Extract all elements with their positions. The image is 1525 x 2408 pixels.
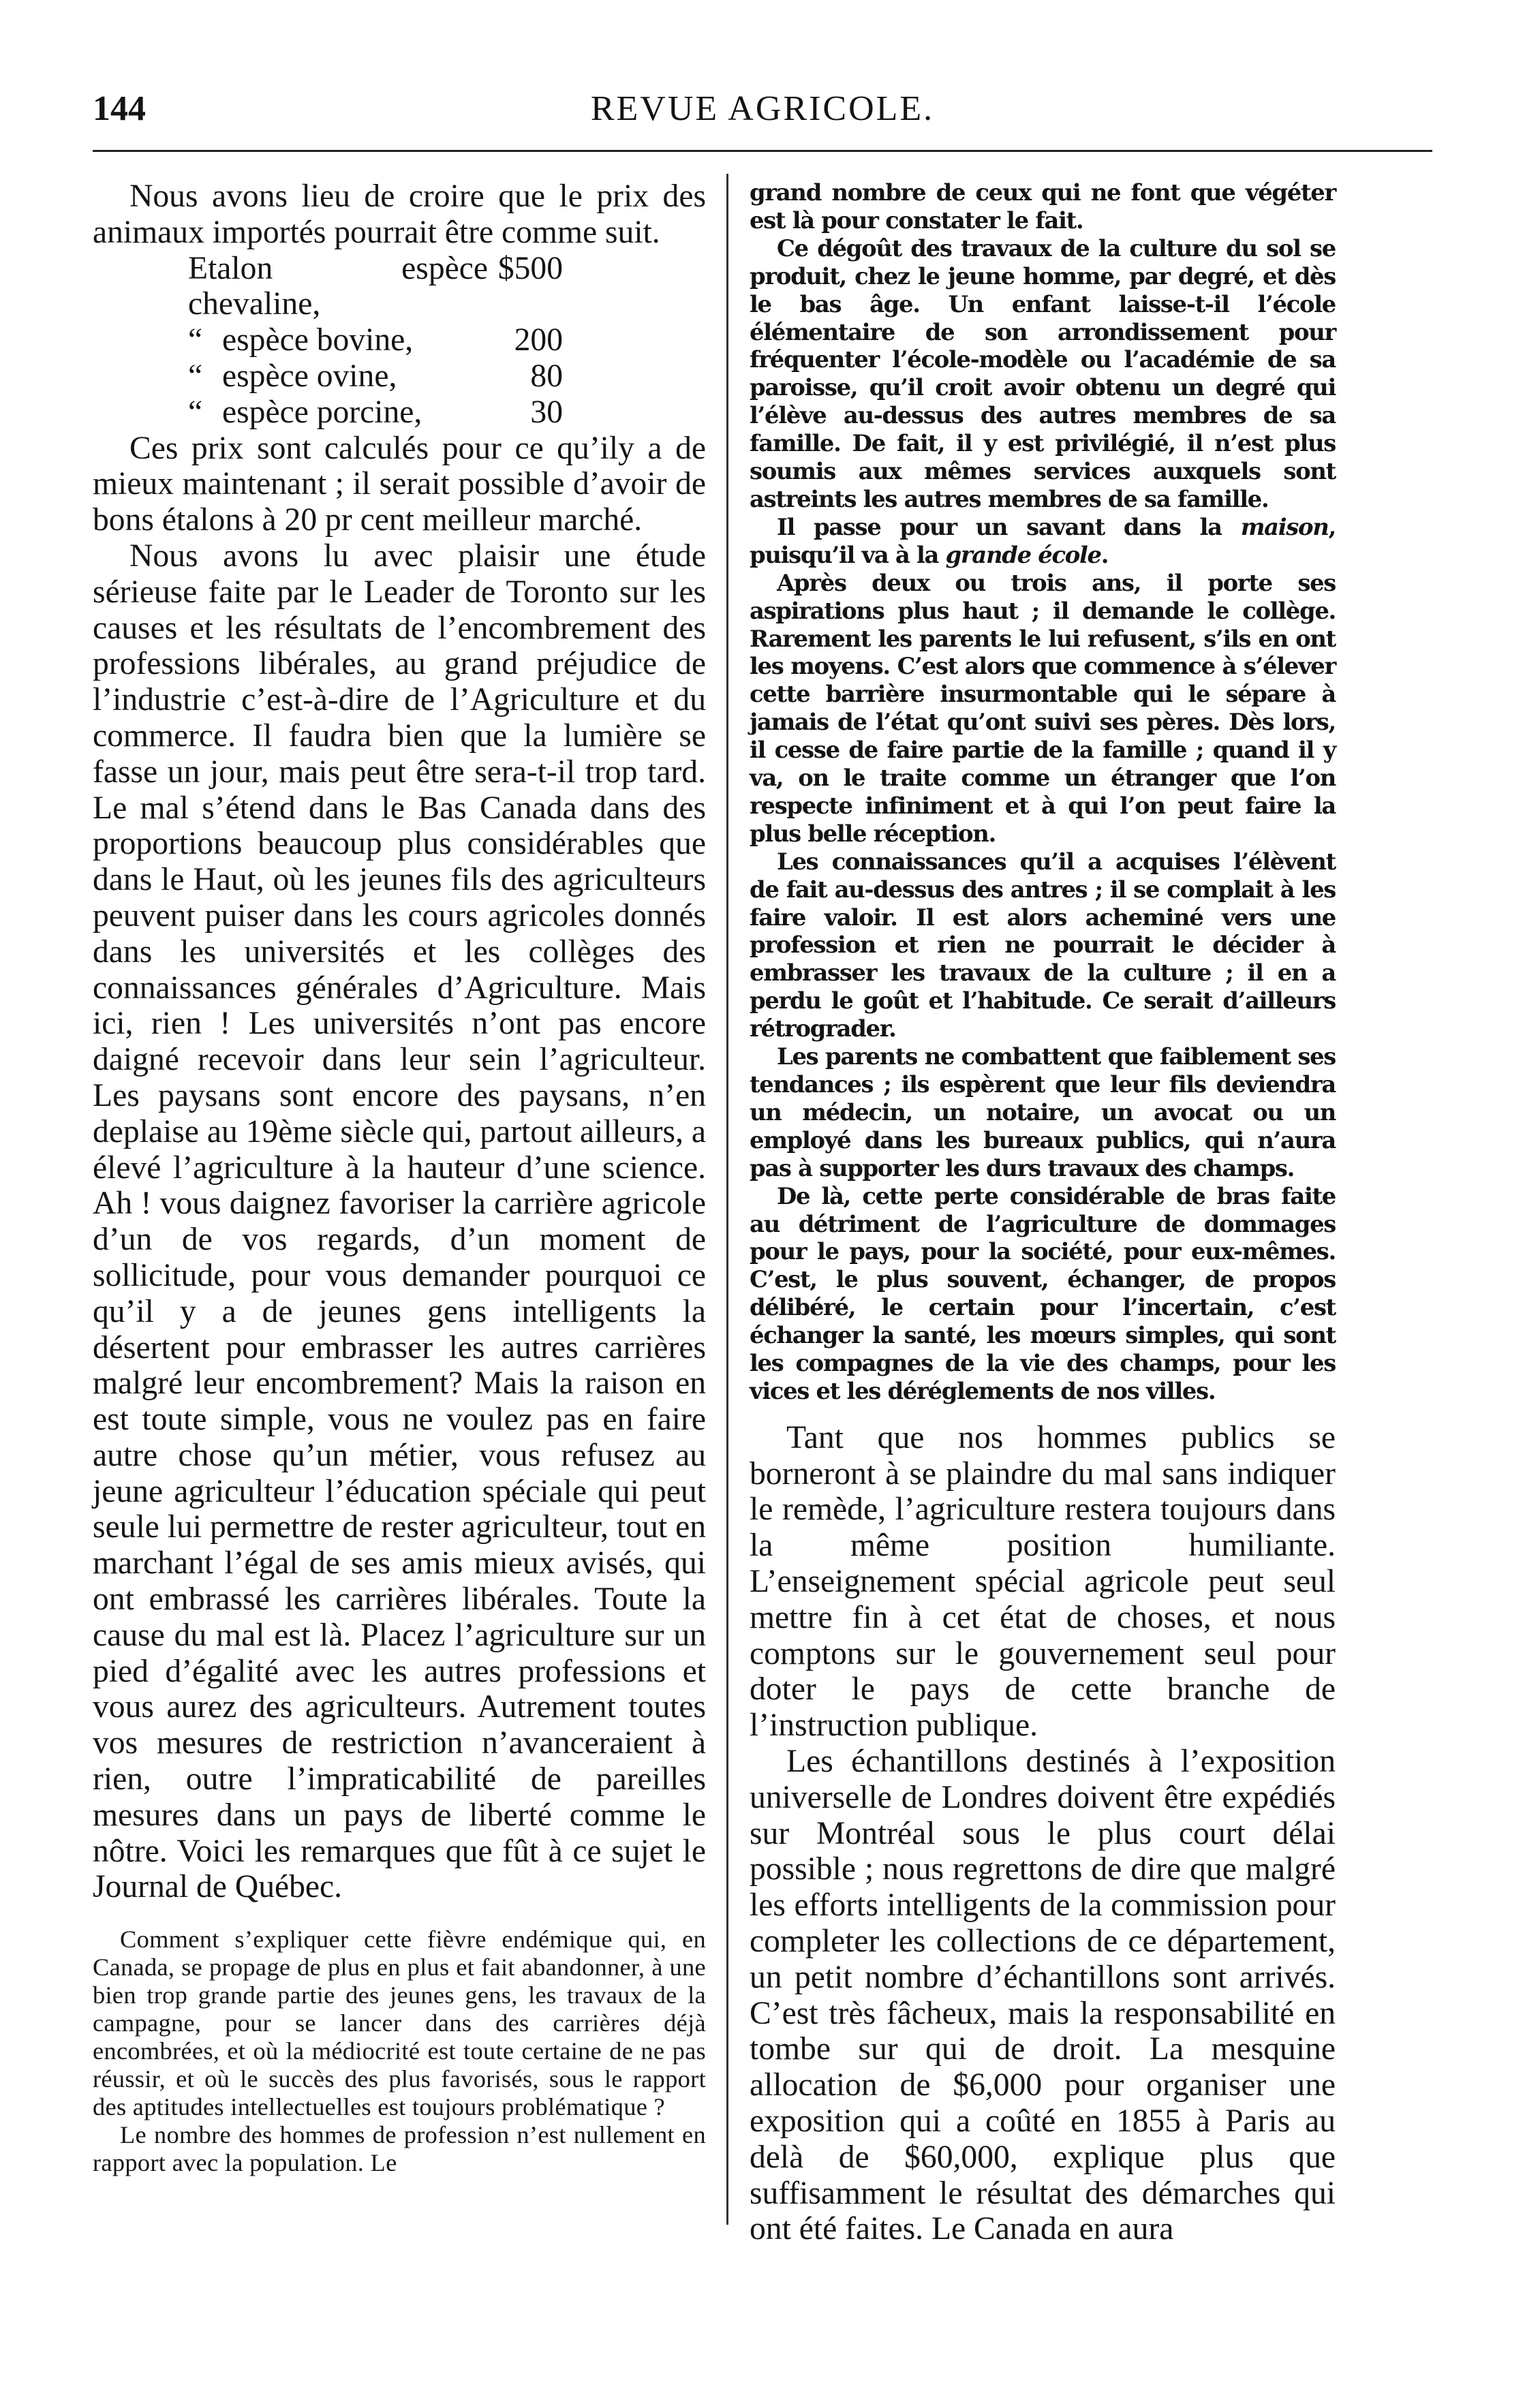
- quote-paragraph: Le nombre des hommes de profession n’est nullement en rapport avec la population. Le: [93, 2120, 706, 2176]
- prices-note-paragraph: Ces prix sont calculés pour ce qu’ily a de mieux maintenant ; il serait possible d’avoir de bons étalons à 20 pr cent meilleur marché.: [93, 430, 706, 538]
- intro-paragraph: Nous avons lieu de croire que le prix des animaux importés pourrait être comme suit.: [93, 179, 706, 250]
- quote-paragraph: Les parents ne combattent que faiblement ses tendances ; ils espèrent que leur fils deviendra un médecin, un notaire, un avocat ou un employé dans les bureaux publics, qui n’aura pas à supporter les durs travaux des champs.: [750, 1043, 1336, 1182]
- price-label: Etalon espèce chevaline,: [188, 250, 488, 322]
- price-label: espèce ovine,: [222, 358, 397, 394]
- quote-paragraph: grand nombre de ceux qui ne font que végéter est là pour constater le fait.: [750, 179, 1336, 234]
- page-header: [93, 89, 1432, 143]
- running-title: REVUE AGRICOLE.: [590, 89, 935, 128]
- price-value: 80: [530, 358, 563, 394]
- price-value: 30: [530, 394, 563, 430]
- page-number: 144: [93, 89, 146, 128]
- public-men-paragraph: Tant que nos hommes publics se borneront à se plaindre du mal sans indiquer le remède, l’agriculture restera toujours dans la même position humiliante. L’enseignement spécial agricole peut seul mettre fin à cet état de choses, et nous comptons sur le gouvernement seul pour doter le pays de cette branche de l’instruction publique.: [750, 1419, 1336, 1744]
- header-rule: [93, 150, 1432, 152]
- quote-paragraph: De là, cette perte considérable de bras faite au détriment de l’agriculture de dommages pour le pays, pour la société, pour eux-mêmes. C’est, le plus souvent, échanger, de propos délibéré, le certain pour l’incertain, c’est échanger la santé, les mœurs simples, qui sont les compagnes de la vie des champs, pour les vices et les déréglements de nos villes.: [750, 1182, 1336, 1404]
- ditto-mark: “: [188, 394, 203, 430]
- london-exhibition-paragraph: Les échantillons destinés à l’exposition universelle de Londres doivent être expédiés sur Montréal sous le plus court délai possible ; nous regrettons de dire que malgré les efforts intelligents de la commission pour completer les collections de ce département, un petit nombre d’échantillons sont arrivés. C’est très fâcheux, mais la responsabilité en tombe sur qui de droit. La mesquine allocation de $6,000 pour organiser une exposition qui a coûté en 1855 à Paris au delà de $60,000, explique plus que suffisamment le résultat des démarches qui ont été faites. Le Canada en aura: [750, 1744, 1336, 2247]
- ditto-mark: “: [188, 358, 203, 394]
- quote-paragraph: Il passe pour un savant dans la maison, puisqu’il va à la grande école.: [750, 512, 1336, 568]
- price-row: [188, 358, 706, 395]
- quote-paragraph: Ce dégoût des travaux de la culture du sol se produit, chez le jeune homme, par degré, et dès le bas âge. Un enfant laisse-t-il l’école élémentaire de son arrondissement pour fréquenter l’école-modèle ou l’académie de sa paroisse, qu’il croit avoir obtenu un degré qui l’élève au-dessus des autres membres de sa famille. De fait, il y est privilégié, il n’est plus soumis aux mêmes services auxquels sont astreints les autres membres de sa famille.: [750, 234, 1336, 512]
- quote-paragraph: Après deux ou trois ans, il porte ses aspirations plus haut ; il demande le collège. Rarement les parents le lui refusent, s’ils en ont les moyens. C’est alors que commence à s’élever cette barrière insurmontable qui le sépare à jamais de l’état qu’ont suivi ses pères. Dès lors, il cesse de faire partie de la famille ; quand il y va, on le traite comme un étranger que l’on respecte infiniment et à qui l’on peut faire la plus belle réception.: [750, 568, 1336, 847]
- price-row: [188, 251, 706, 323]
- column-divider: [726, 174, 728, 2225]
- price-value: $500: [497, 250, 563, 286]
- ditto-mark: “: [188, 322, 203, 358]
- right-column: [750, 179, 1336, 2247]
- quote-paragraph: Les connaissances qu’il a acquises l’élèvent de fait au-dessus des antres ; il se complait à les faire valoir. Il est alors acheminé vers une profession et rien ne pourrait le décider à embrasser les travaux de la culture ; il en a perdu le goût et l’habitude. Ce serait d’ailleurs rétrograder.: [750, 847, 1336, 1043]
- price-label: espèce bovine,: [222, 322, 414, 358]
- price-value: 200: [514, 322, 563, 358]
- left-column: [93, 179, 706, 2176]
- price-row: [188, 322, 706, 358]
- price-row: [188, 395, 706, 431]
- quote-paragraph: Comment s’expliquer cette fièvre endémique qui, en Canada, se propage de plus en plus et fait abandonner, à une bien trop grande partie des jeunes gens, les travaux de la campagne, pour se lancer dans des carrières déjà encombrées, et où la médiocrité est toute certaine de ne pas réussir, et où le succès des plus favorisés, sous le rapport des aptitudes intellectuelles est toujours problématique ?: [93, 1926, 706, 2120]
- price-table: [188, 251, 706, 431]
- leader-study-paragraph: Nous avons lu avec plaisir une étude sérieuse faite par le Leader de Toronto sur les causes et les résultats de l’encombrement des professions libérales, au grand préjudice de l’industrie c’est-à-dire de l’Agriculture et du commerce. Il faudra bien que la lumière se fasse un jour, mais peut être sera-t-il trop tard. Le mal s’étend dans le Bas Canada dans des proportions beaucoup plus considérables que dans le Haut, où les jeunes fils des agriculteurs peuvent puiser dans les cours agricoles donnés dans les universités et les collèges des connaissances générales d’Agriculture. Mais ici, rien ! Les universités n’ont pas encore daigné recevoir dans leur sein l’agriculteur. Les paysans sont encore des paysans, n’en deplaise au 19ème siècle qui, partout ailleurs, a élevé l’agriculture à la hauteur d’une science. Ah ! vous daignez favoriser la carrière agricole d’un de vos regards, d’un moment de sollicitude, pour vous demander pourquoi ce qu’il y a de jeunes gens intelligents la désertent pour embrasser les autres carrières malgré leur encombrement? Mais la raison en est toute simple, vous ne voulez pas en faire autre chose qu’un métier, vous refusez au jeune agriculteur l’éducation spéciale qui peut seule lui permettre de rester agriculteur, tout en marchant l’égal de ses amis mieux avisés, qui ont embrassé les carrières libérales. Toute la cause du mal est là. Placez l’agriculture sur un pied d’égalité avec les autres professions et vous aurez des agriculteurs. Autrement toutes vos mesures de restriction n’avanceraient à rien, outre l’impraticabilité de pareilles mesures dans un pays de liberté comme le nôtre. Voici les remarques que fût à ce sujet le Journal de Québec.: [93, 538, 706, 1905]
- price-label: espèce porcine,: [222, 394, 422, 430]
